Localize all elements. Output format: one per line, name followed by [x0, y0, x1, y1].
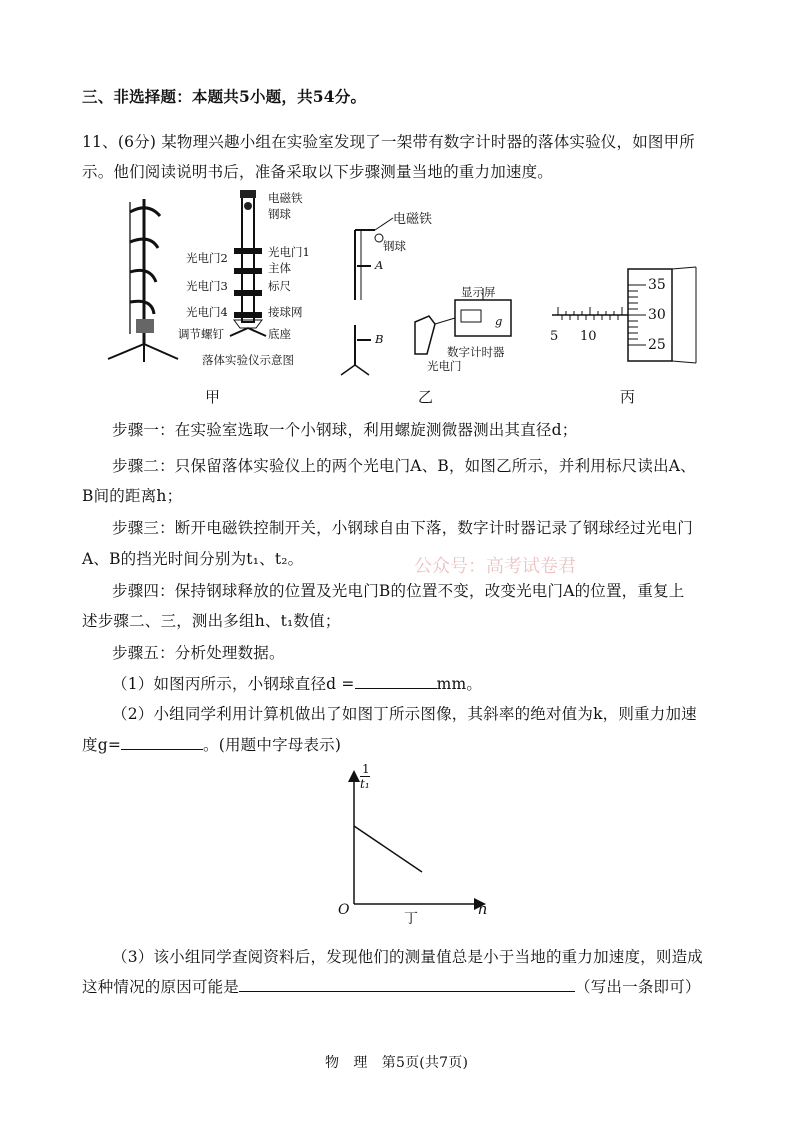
q2-text: 度g=: [82, 736, 122, 754]
yi-label-g: g: [495, 314, 503, 328]
step-3-line2: A、B的挡光时间分别为t₁、t₂。: [82, 550, 304, 568]
q2-note: 。(用题中字母表示): [203, 736, 342, 754]
q1-text: （1）如图丙所示，小钢球直径d =: [112, 675, 355, 693]
micrometer-drawing: [548, 265, 698, 365]
step-5: 步骤五：分析处理数据。: [112, 644, 285, 662]
watermark: 公众号：高考试卷君: [414, 556, 576, 577]
figure-jia: [100, 188, 340, 398]
main-scale-10: 10: [580, 329, 597, 344]
yi-label-xian-shi-ping: 显示屏: [461, 285, 496, 299]
yi-drawing: [335, 200, 535, 380]
yi-label-guang-dian-men: 光电门: [427, 359, 462, 373]
figure-ding-label: 丁: [404, 911, 418, 927]
step-1: 步骤一：在实验室选取一个小钢球，利用螺旋测微器测出其直径d；: [112, 421, 578, 439]
step-4-line1: 步骤四：保持钢球释放的位置及光电门B的位置不变，改变光电门A的位置，重复上: [112, 582, 685, 600]
q11-intro-line1: 11、(6分) 某物理兴趣小组在实验室发现了一架带有数字计时器的落体实验仪，如图甲所: [82, 133, 696, 151]
label-dian-ci-tie: 电磁铁: [268, 191, 303, 205]
yi-label-b: B: [375, 332, 384, 346]
q2-line2: [82, 733, 341, 755]
figure-bing-label: 丙: [620, 388, 636, 406]
x-axis-label: h: [478, 900, 488, 918]
page-footer: 物 理 第5页(共7页): [325, 1055, 469, 1071]
label-zhu-ti: 主体: [268, 261, 291, 275]
label-guang-dian-men-3: 光电门3: [186, 279, 228, 293]
figure-jia-label: 甲: [205, 388, 221, 406]
q2-answer-blank[interactable]: [121, 735, 203, 750]
thimble-35: 35: [648, 277, 666, 293]
q1-unit: mm。: [436, 675, 483, 693]
label-guang-dian-men-4: 光电门4: [186, 305, 228, 319]
data-line: [354, 826, 422, 872]
q2-line1: （2）小组同学利用计算机做出了如图丁所示图像，其斜率的绝对值为k，则重力加速: [112, 705, 697, 723]
y-label-denominator: t₁: [360, 777, 370, 791]
figure-ding: [330, 762, 500, 932]
yi-label-gang-qiu: 钢球: [383, 239, 406, 253]
label-guang-dian-men-2: 光电门2: [186, 251, 228, 265]
label-guang-dian-men-1: 光电门1: [268, 245, 310, 259]
yi-label-a: A: [375, 258, 384, 272]
q3-line1: （3）该小组同学查阅资料后，发现他们的测量值总是小于当地的重力加速度，则造成: [112, 948, 703, 966]
q11-intro-line2: 示。他们阅读说明书后，准备采取以下步骤测量当地的重力加速度。: [82, 163, 554, 181]
yi-label-dian-ci-tie: 电磁铁: [393, 212, 433, 227]
figure-bing: [548, 265, 698, 365]
label-gang-qiu: 钢球: [268, 207, 291, 221]
thimble-30: 30: [648, 307, 666, 323]
label-tiao-jie-luo-ding: 调节螺钉: [178, 327, 224, 341]
figure-yi-label: 乙: [418, 388, 434, 406]
q3-text: 这种情况的原因可能是: [82, 978, 240, 996]
q3-line2: [82, 975, 701, 997]
section-title: 三、非选择题：本题共5小题，共54分。: [82, 87, 367, 106]
q3-answer-blank[interactable]: [239, 977, 575, 992]
schematic-caption: 落体实验仪示意图: [202, 353, 294, 367]
label-di-zuo: 底座: [268, 327, 291, 341]
origin-label: O: [338, 902, 350, 918]
q1: [112, 672, 482, 694]
q3-note: （写出一条即可）: [575, 978, 701, 996]
thimble-25: 25: [648, 337, 666, 353]
step-4-line2: 述步骤二、三，测出多组h、t₁数值；: [82, 612, 341, 630]
main-scale-5: 5: [550, 329, 559, 344]
q1-answer-blank[interactable]: [355, 674, 437, 689]
ding-graph: [330, 762, 500, 932]
step-3-line1: 步骤三：断开电磁铁控制开关，小钢球自由下落，数字计时器记录了钢球经过光电门: [112, 519, 693, 537]
figure-yi: [335, 200, 535, 380]
label-jie-qiu-wang: 接球网: [268, 305, 303, 319]
y-label-numerator: 1: [362, 762, 370, 776]
label-biao-chi: 标尺: [268, 279, 291, 293]
yi-label-timer: 数字计时器: [447, 345, 505, 359]
apparatus-photo: [100, 194, 180, 364]
step-2-line2: B间的距离h；: [82, 487, 183, 505]
step-2-line1: 步骤二：只保留落体实验仪上的两个光电门A、B，如图乙所示，并利用标尺读出A、: [112, 457, 696, 475]
